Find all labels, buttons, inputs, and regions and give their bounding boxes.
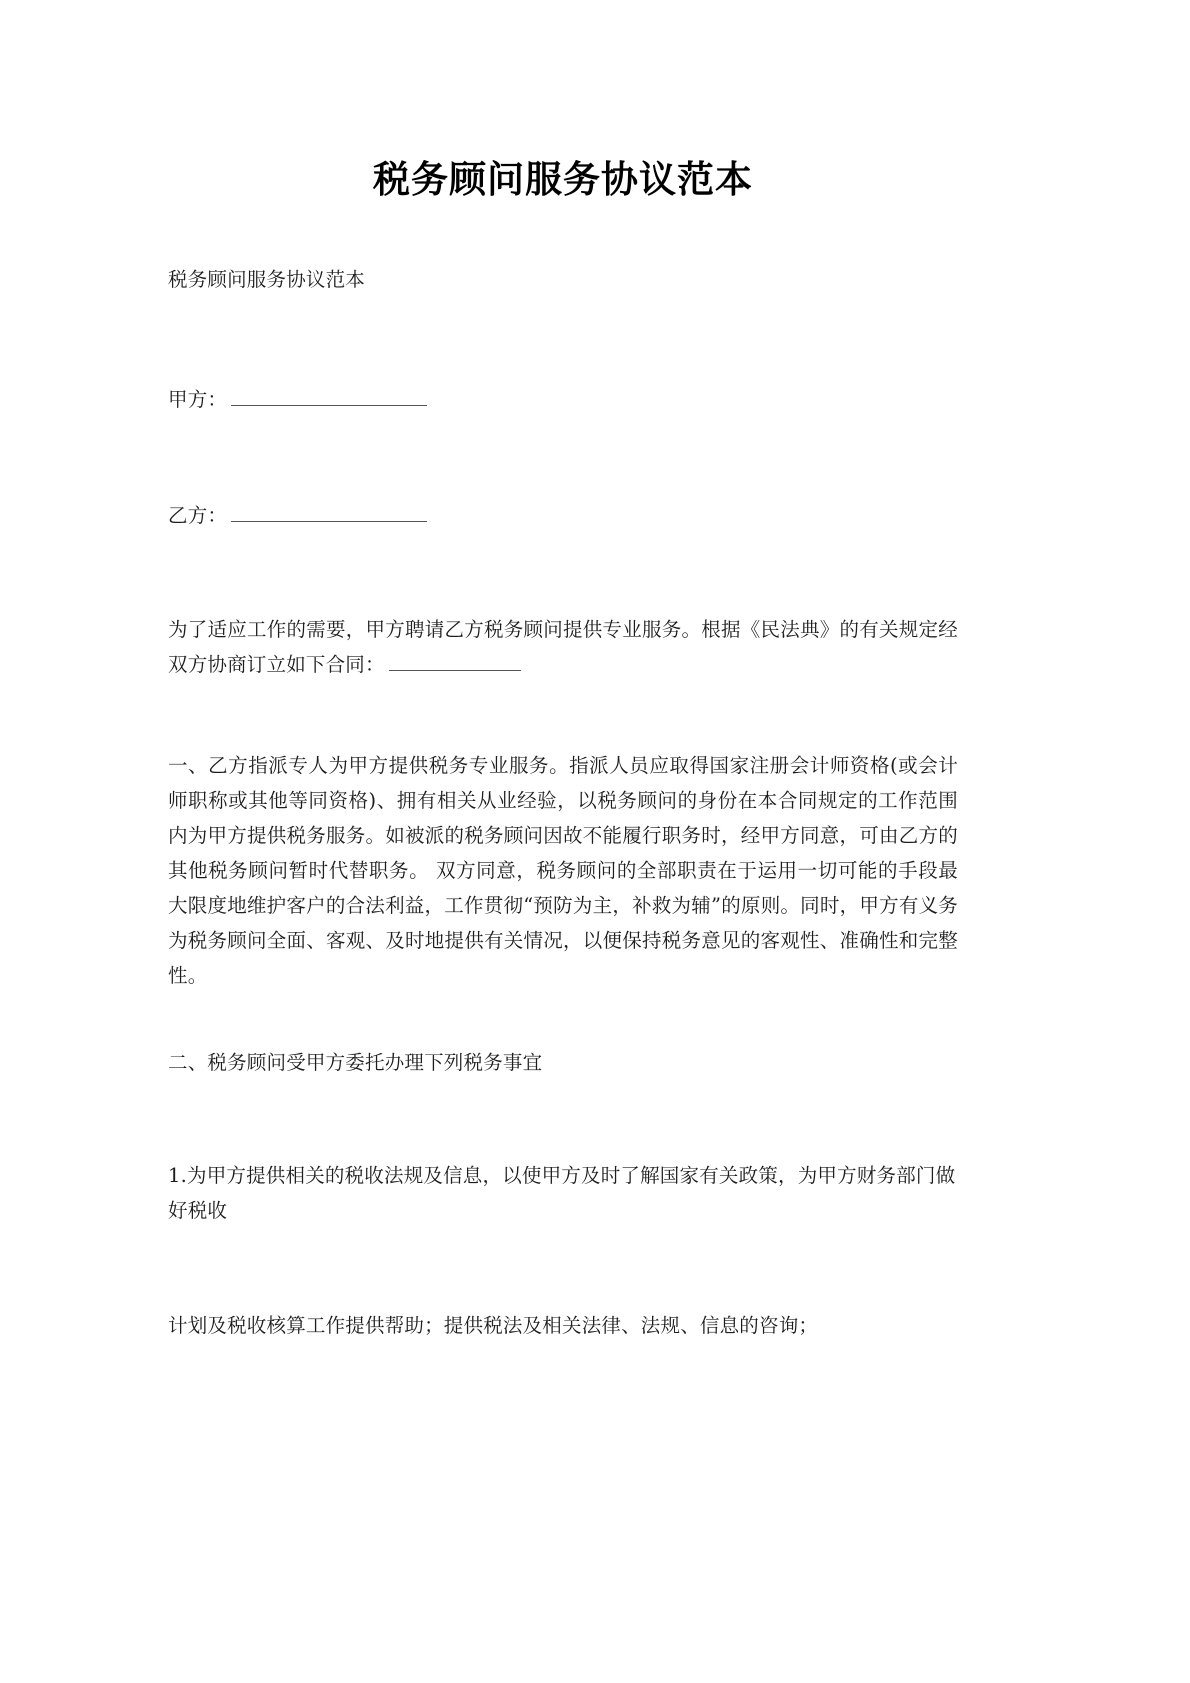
preamble-paragraph	[168, 612, 958, 682]
article-one-paragraph: 一、乙方指派专人为甲方提供税务专业服务。指派人员应取得国家注册会计师资格(或会计师职称或其他等同资格)、拥有相关从业经验，以税务顾问的身份在本合同规定的工作范围内为甲方提供税务服务。如被派的税务顾问因故不能履行职务时，经甲方同意，可由乙方的其他税务顾问暂时代替职务。 双方同意，税务顾问的全部职责在于运用一切可能的手段最大限度地维护客户的合法利益，工作贯彻“预防为主，补救为辅”的原则。同时，甲方有义务为税务顾问全面、客观、及时地提供有关情况，以便保持税务意见的客观性、准确性和完整性。	[168, 754, 958, 987]
article-two-item-1-continued: 计划及税收核算工作提供帮助；提供税法及相关法律、法规、信息的咨询；	[168, 1314, 819, 1337]
preamble-text: 为了适应工作的需要，甲方聘请乙方税务顾问提供专业服务。根据《民法典》的有关规定经双方协商订立如下合同：	[168, 618, 958, 676]
party-b-label: 乙方：	[168, 504, 228, 527]
party-b-field	[168, 498, 958, 533]
party-a-input[interactable]	[231, 388, 427, 406]
document-heading-line: 税务顾问服务协议范本	[168, 268, 366, 291]
party-b-input[interactable]	[231, 504, 427, 522]
preamble-blank-input[interactable]	[389, 653, 521, 671]
page-title: 税务顾问服务协议范本	[373, 157, 753, 201]
article-two-heading: 二、税务顾问受甲方委托办理下列税务事宜	[168, 1051, 543, 1074]
party-a-label: 甲方：	[168, 388, 228, 411]
article-two-item-1: 1.为甲方提供相关的税收法规及信息，以使甲方及时了解国家有关政策，为甲方财务部门做好税收	[168, 1164, 956, 1222]
party-a-field	[168, 382, 958, 417]
